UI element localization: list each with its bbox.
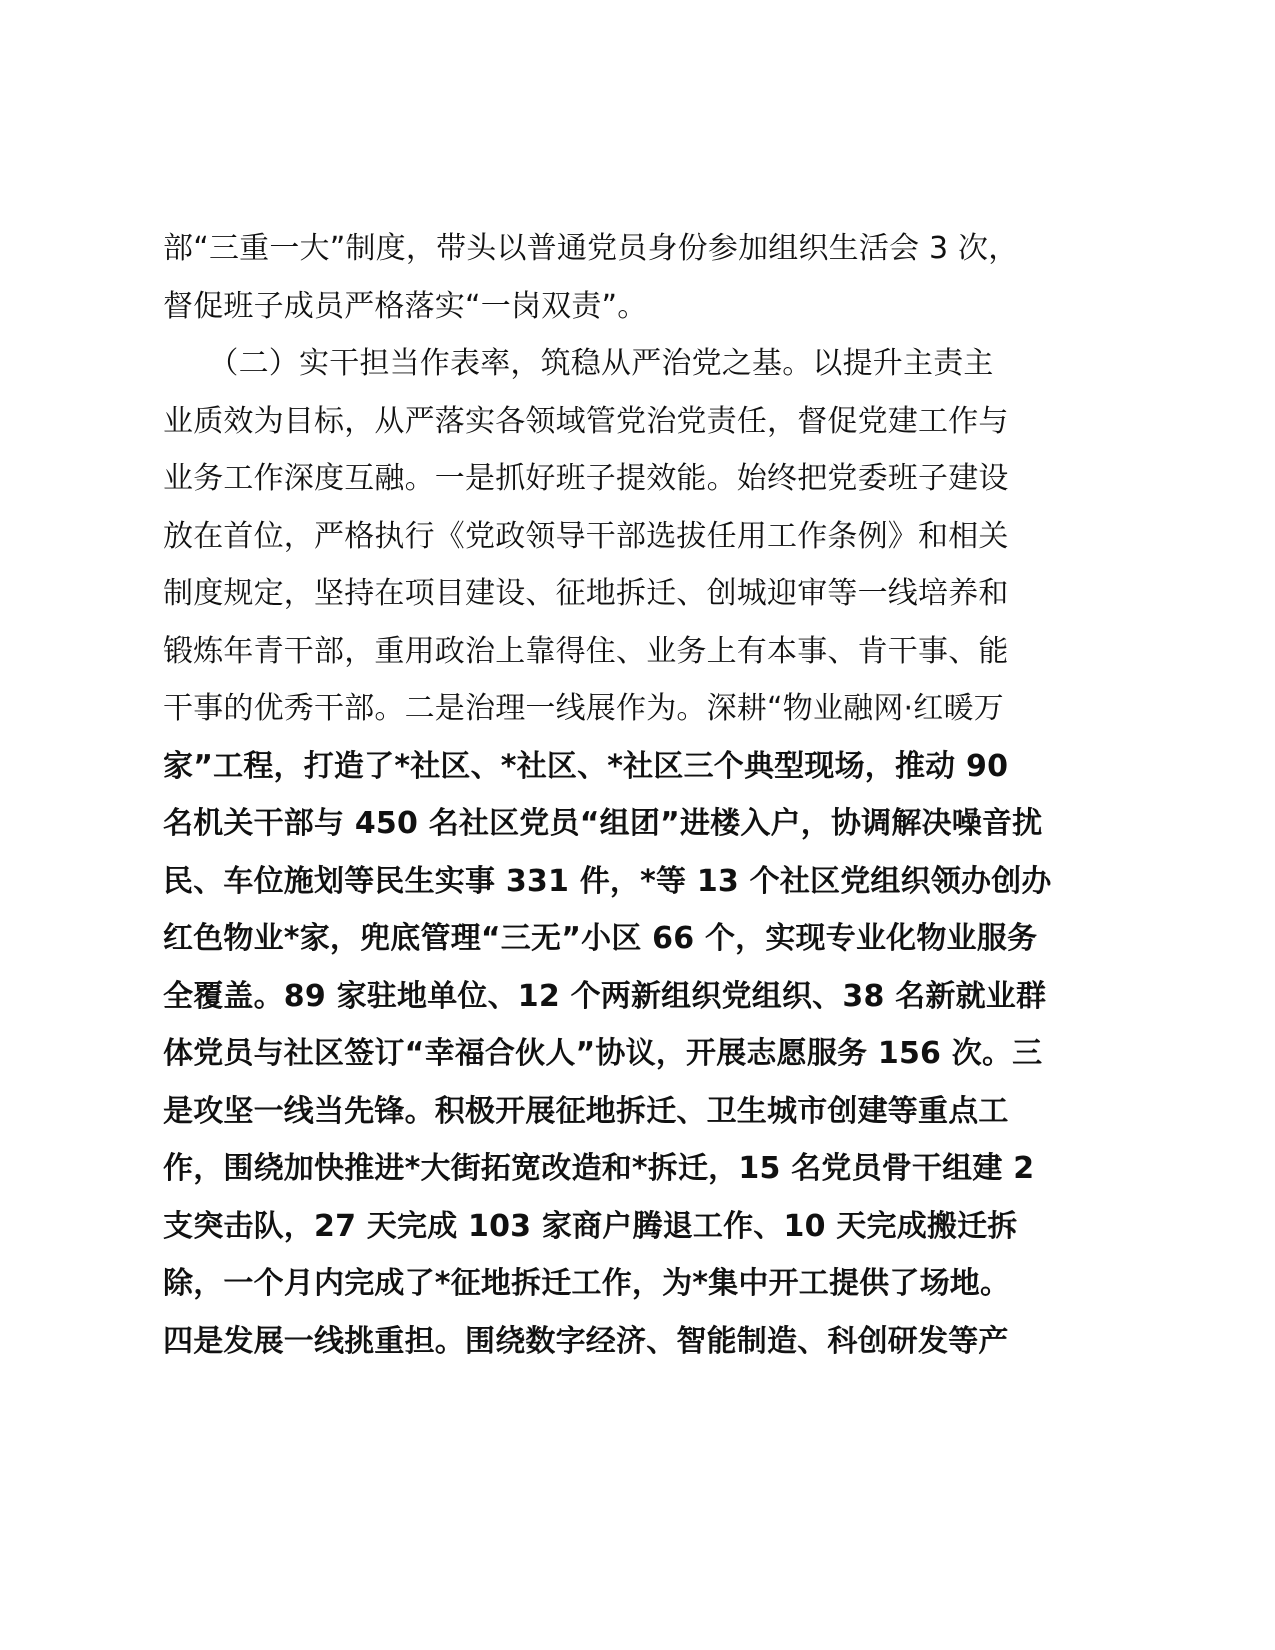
text-line: 全覆盖。89 家驻地单位、12 个两新组织党组织、38 名新就业群 <box>163 978 1047 1014</box>
text-line: 部“三重一大”制度，带头以普通党员身份参加组织生活会 3 次， <box>163 231 1019 266</box>
text-line: 业质效为目标，从严落实各领域管党治党责任，督促党建工作与 <box>163 403 1009 439</box>
text-line: 民、车位施划等民生实事 331 件，*等 13 个社区党组织领办创办 <box>163 863 1052 899</box>
text-line: 干事的优秀干部。二是治理一线展作为。深耕“物业融网·红暖万 <box>163 691 1004 726</box>
text-line: 除，一个月内完成了*征地拆迁工作，为*集中开工提供了场地。 <box>163 1266 1011 1301</box>
body-text <box>163 220 1123 1370</box>
text-line: 业务工作深度互融。一是抓好班子提效能。始终把党委班子建设 <box>163 461 1009 496</box>
text-line: 体党员与社区签订“幸福合伙人”协议，开展志愿服务 156 次。三 <box>163 1036 1043 1071</box>
text-line: 作，围绕加快推进*大街拓宽改造和*拆迁，15 名党员骨干组建 2 <box>163 1151 1035 1186</box>
text-line: 支突击队，27 天完成 103 家商户腾退工作、10 天完成搬迁拆 <box>163 1208 1018 1244</box>
text-line: 红色物业*家，兜底管理“三无”小区 66 个，实现专业化物业服务 <box>163 921 1038 956</box>
text-line: 放在首位，严格执行《党政领导干部选拔任用工作条例》和相关 <box>163 518 1009 554</box>
text-line: 制度规定，坚持在项目建设、征地拆迁、创城迎审等一线培养和 <box>163 576 1009 611</box>
text-line: 名机关干部与 450 名社区党员“组团”进楼入户，协调解决噪音扰 <box>163 806 1043 841</box>
text-line: （二）实干担当作表率，筑稳从严治党之基。以提升主责主 <box>163 346 994 381</box>
text-line: 锻炼年青干部，重用政治上靠得住、业务上有本事、肯干事、能 <box>163 633 1009 669</box>
text-line: 督促班子成员严格落实“一岗双责”。 <box>163 288 648 324</box>
text-line: 家”工程，打造了*社区、*社区、*社区三个典型现场，推动 90 <box>163 748 1009 784</box>
text-line: 是攻坚一线当先锋。积极开展征地拆迁、卫生城市创建等重点工 <box>163 1093 1009 1129</box>
text-line: 四是发展一线挑重担。围绕数字经济、智能制造、科创研发等产 <box>163 1323 1009 1359</box>
